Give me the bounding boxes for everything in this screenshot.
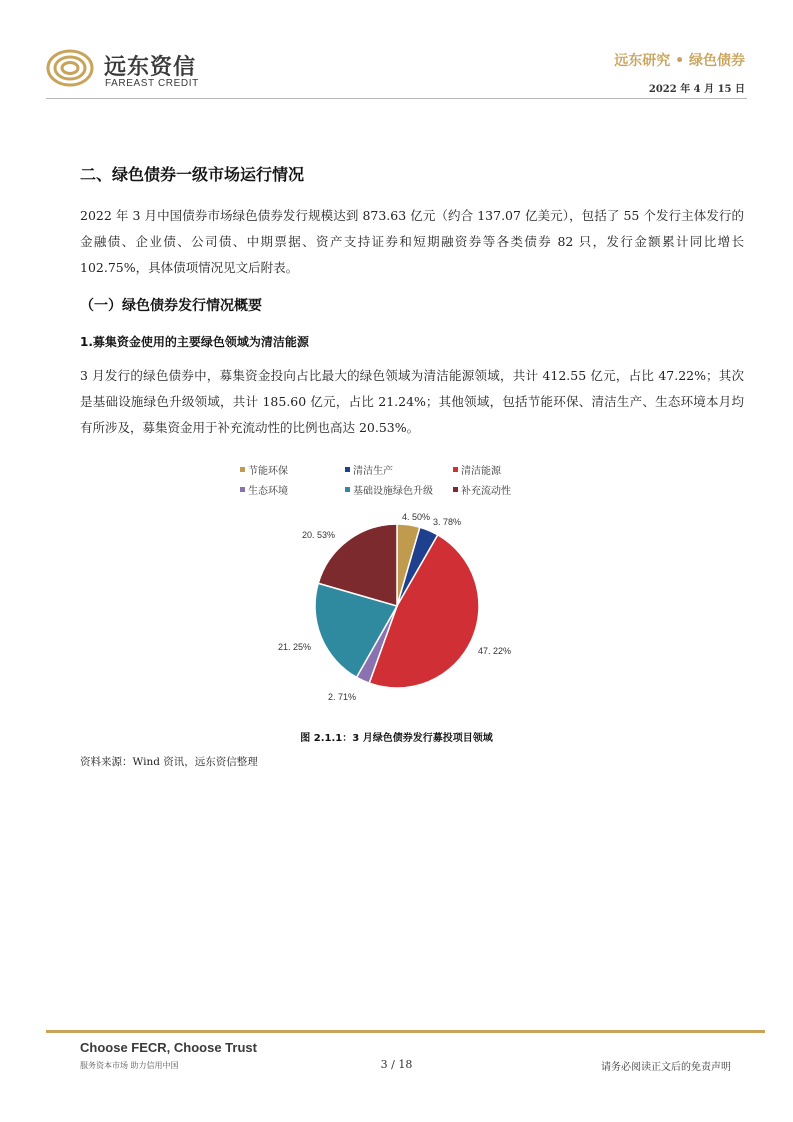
legend-label-4: 生态环境 [248,486,288,497]
legend-swatch-6 [453,487,458,492]
sub-heading: 1.募集资金使用的主要绿色领域为清洁能源 [80,335,309,349]
legend-label-6: 补充流动性 [461,486,511,497]
pie-slice-label-2: 3. 78% [433,517,462,527]
pie-slice-label-4: 2. 71% [328,692,357,702]
page-number: 3 / 18 [380,1058,413,1071]
footer-subtitle: 服务资本市场 助力信用中国 [80,1061,179,1070]
figure-caption: 图 2.1.1：3 月绿色债券发行募投项目领域 [300,733,493,744]
data-source: 资料来源：Wind 资讯，远东资信整理 [80,756,258,768]
pie-slice-label-6: 20. 53% [302,530,336,540]
legend-swatch-2 [345,467,350,472]
header-section-label: 远东研究 • 绿色债券 [614,53,745,69]
logo-chinese-name: 远东资信 [104,55,197,80]
pie-slice-label-3: 47. 22% [478,646,512,656]
legend-swatch-5 [345,487,350,492]
header-divider [46,98,747,99]
legend-swatch-3 [453,467,458,472]
paragraph-market-summary: 2022 年 3 月中国债券市场绿色债券发行规模达到 873.63 亿元（约合 137.07 亿美元），包括了 55 个发行主体发行的金融债、企业债、公司债、中期票据、资产支持证券和短期融资券等各类债券 82 只，发行金额累计同比增长 102.75%，具体债项情况见文后附表。 [80,208,744,275]
legend-label-2: 清洁生产 [353,466,393,477]
footer-slogan: Choose FECR, Choose Trust [80,1040,257,1055]
pie-chart [230,458,550,718]
paragraph-use-of-proceeds: 3 月发行的绿色债券中，募集资金投向占比最大的绿色领域为清洁能源领域，共计 412.55 亿元，占比 47.22%；其次是基础设施绿色升级领域，共计 185.60 亿元，占比 21.24%；其他领域，包括节能环保、清洁生产、生态环境本月均有所涉及，募集资金用于补充流动性的比例也高达 20.53%。 [80,368,744,435]
header-date: 2022 年 4 月 15 日 [648,84,745,95]
fareast-logo-icon [46,48,94,88]
pie-slice-label-5: 21. 25% [278,642,312,652]
legend-label-3: 清洁能源 [461,466,501,477]
footer-disclaimer: 请务必阅读正文后的免责声明 [601,1062,731,1073]
logo-english-name: FAREAST CREDIT [105,78,199,89]
legend-swatch-1 [240,467,245,472]
section-title: 二、绿色债券一级市场运行情况 [80,165,305,184]
footer-divider [46,1030,765,1033]
legend-swatch-4 [240,487,245,492]
subsection-title: （一）绿色债券发行情况概要 [80,298,262,314]
pie-slice-label-1: 4. 50% [402,512,431,522]
legend-label-5: 基础设施绿色升级 [353,486,433,497]
legend-label-1: 节能环保 [248,466,288,477]
